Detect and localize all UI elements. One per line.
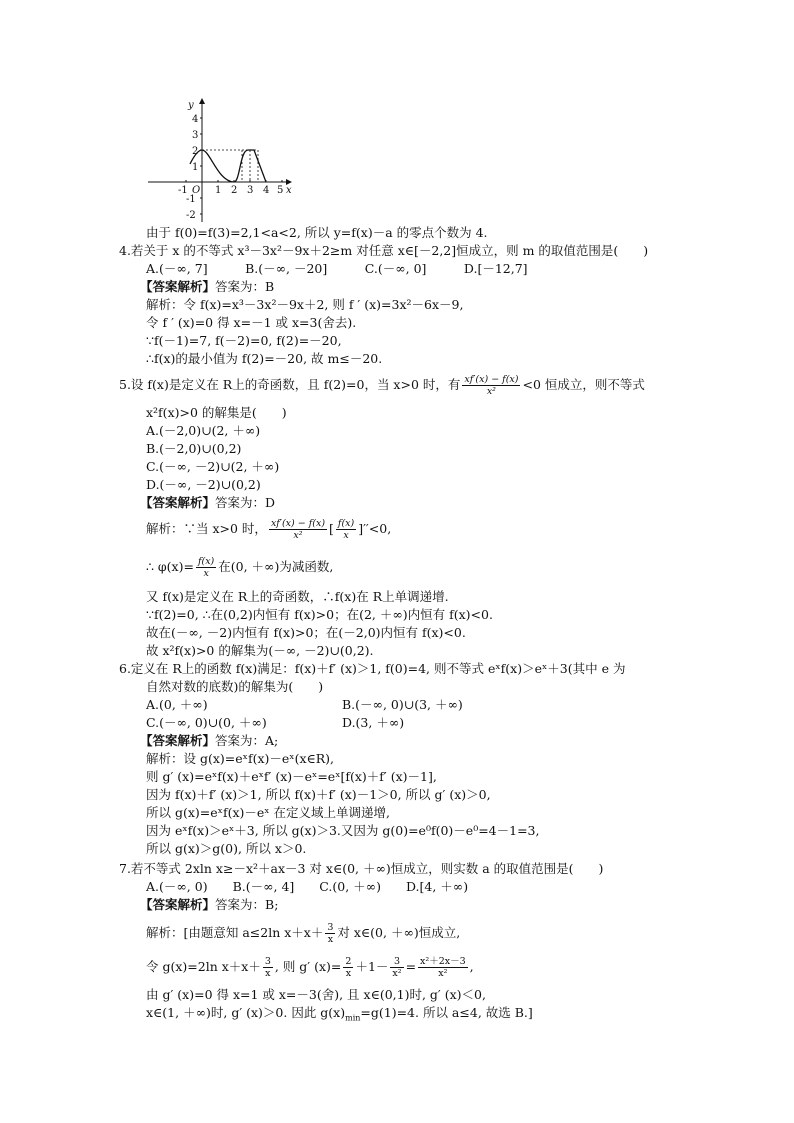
numerator: f(x) (197, 556, 215, 567)
text: =g(1)=4. 所以 a≤4, 故选 B.] (360, 1005, 533, 1020)
answer-label: 【答案解析】 (140, 897, 216, 912)
question-5 (119, 374, 645, 397)
text: 解析：[由题意知 a≤2ln x＋x＋ (146, 925, 324, 940)
option-c: C.(－∞, －2)∪(2, ＋∞) (146, 459, 280, 474)
fraction (343, 956, 353, 979)
text: , (469, 959, 474, 974)
text-line: 由于 f(0)=f(3)=2,1<a<2, 所以 y=f(x)－a 的零点个数为 4. (146, 225, 488, 240)
fraction (390, 956, 403, 979)
solution-line: ∵f(2)=0, ∴在(0,2)内恒有 f(x)>0；在(2, ＋∞)内恒有 f(x)<0. (146, 607, 493, 622)
x-tick-label-1: 1 (215, 185, 222, 196)
text: ＋1－ (355, 959, 389, 974)
fraction (418, 956, 468, 979)
fraction (269, 518, 327, 541)
solution-line: 则 g′ (x)=eˣf(x)＋eˣf′ (x)－eˣ=eˣ[f(x)＋f′ (x)－1], (146, 769, 437, 784)
solution-line: 因为 eˣf(x)＞eˣ＋3, 所以 g(x)＞3.又因为 g(0)=e⁰f(0)－e⁰=4－1=3, (146, 823, 540, 838)
answer-label: 【答案解析】 (140, 495, 216, 510)
numerator: 3 (327, 922, 334, 933)
text: 令 g(x)=2ln x＋x＋ (146, 959, 261, 974)
y-axis-arrow (199, 98, 205, 104)
x-axis-label: x (286, 185, 292, 196)
y-tick-label-1: 1 (192, 162, 199, 173)
fraction (325, 922, 335, 945)
solution-line: 令 f ′ (x)=0 得 x=－1 或 x=3(舍去). (146, 315, 357, 330)
option-c: C.(－∞, 0)∪(0, ＋∞) (146, 715, 267, 730)
y-tick-label-2: 2 (192, 146, 199, 157)
question-4: 4.若关于 x 的不等式 x³－3x²－9x＋2≥m 对任意 x∈[－2,2]恒成立，则 m 的取值范围是( ) (119, 243, 649, 258)
solution-line: 因为 f(x)＋f′ (x)＞1, 所以 f(x)＋f′ (x)－1＞0, 所以 g′ (x)＞0, (146, 787, 491, 802)
subscript: min (345, 1013, 361, 1023)
option-a: A.(－2,0)∪(2, ＋∞) (146, 423, 261, 438)
text: , 则 g′ (x)= (274, 959, 342, 974)
numerator: x²＋2x－3 (420, 956, 466, 967)
solution-line: 解析：令 f(x)=x³－3x²－9x＋2, 则 f ′ (x)=3x²－6x－9, (146, 297, 464, 312)
text: = (405, 959, 417, 974)
answer-text: 答案为：A; (215, 733, 279, 748)
fraction (196, 556, 216, 579)
solution-line: 解析：设 g(x)=eˣf(x)－eˣ(x∈R), (146, 751, 335, 766)
fraction (263, 956, 273, 979)
x-tick-label-5: 5 (277, 185, 284, 196)
denominator: x² (392, 968, 402, 979)
question-7-options: A.(－∞, 0) B.(－∞, 4] C.(0, ＋∞) D.[4, ＋∞) (146, 879, 469, 894)
answer-text: 答案为：B; (215, 897, 279, 912)
solution-line: 所以 g(x)=eˣf(x)－eˣ 在定义域上单调递增, (146, 805, 391, 820)
option-a: A.(0, ＋∞) (146, 697, 208, 712)
solution-line: 所以 g(x)＞g(0), 所以 x＞0. (146, 841, 307, 856)
question-6-answer (140, 732, 278, 750)
option-d: D.(3, ＋∞) (342, 715, 405, 730)
text: [ (329, 521, 334, 536)
answer-text: 答案为：D (215, 495, 276, 510)
denominator: x (343, 530, 349, 541)
solution-line: ∵f(－1)=7, f(－2)=0, f(2)=－20, (146, 333, 342, 348)
option-b: B.(－∞, 0)∪(3, ＋∞) (342, 697, 463, 712)
solution-line: 由 g′ (x)=0 得 x=1 或 x=－3(舍), 且 x∈(0,1)时, g′ (x)＜0, (146, 987, 486, 1002)
question-7: 7.若不等式 2xln x≥－x²＋ax－3 对 x∈(0, ＋∞)恒成立，则实数 a 的取值范围是( ) (119, 861, 604, 876)
numerator: 3 (390, 956, 403, 968)
question-5-line2: x²f(x)>0 的解集是( ) (146, 405, 287, 420)
text: 在(0, ＋∞)为减函数, (218, 559, 334, 574)
text: 解析：∵当 x>0 时， (146, 521, 267, 536)
function-graph (140, 96, 300, 228)
numerator: 3 (264, 956, 271, 967)
x-tick-label-3: 3 (247, 185, 254, 196)
question-4-answer (140, 278, 274, 296)
answer-label: 【答案解析】 (140, 279, 216, 294)
text: ∴ φ(x)= (146, 559, 194, 574)
numerator: xf′(x) − f(x) (464, 374, 519, 385)
solution-line (146, 1004, 533, 1028)
denominator: x (327, 934, 334, 945)
denominator: x (345, 968, 352, 979)
text: 对 x∈(0, ＋∞)恒成立, (337, 925, 461, 940)
y-tick-label-neg2: -2 (186, 210, 196, 221)
question-5-answer (140, 494, 275, 512)
solution-line: 故在(－∞, －2)内恒有 f(x)>0；在(－2,0)内恒有 f(x)<0. (146, 625, 466, 640)
y-axis-label: y (188, 100, 194, 111)
question-7-answer (140, 896, 278, 914)
option-b: B.(－2,0)∪(0,2) (146, 441, 242, 456)
x-tick-label-2: 2 (231, 185, 238, 196)
y-tick-label-3: 3 (192, 130, 199, 141)
answer-label: 【答案解析】 (140, 733, 216, 748)
question-text: 5.设 f(x)是定义在 R上的奇函数，且 f(2)=0，当 x>0 时，有 (119, 377, 461, 392)
solution-line (146, 922, 460, 945)
option-d: D.(－∞, －2)∪(0,2) (146, 477, 261, 492)
solution-line (146, 556, 333, 579)
numerator: 2 (345, 956, 352, 967)
x-tick-label-4: 4 (263, 185, 270, 196)
question-4-options: A.(－∞, 7] B.(－∞, －20] C.(－∞, 0] D.[－12,7] (146, 261, 528, 276)
question-6-line2: 自然对数的底数)的解集为( ) (146, 679, 324, 694)
y-tick-label-4: 4 (192, 114, 199, 125)
denominator: x (203, 568, 209, 579)
fraction (336, 518, 356, 541)
denominator: x² (486, 386, 496, 397)
question-text: <0 恒成立，则不等式 (522, 377, 645, 392)
denominator: x (265, 968, 271, 979)
text: x∈(1, ＋∞)时, g′ (x)＞0. 因此 g(x) (146, 1005, 346, 1020)
question-6: 6.定义在 R上的函数 f(x)满足：f(x)＋f′ (x)＞1, f(0)=4, 则不等式 eˣf(x)＞eˣ＋3(其中 e 为 (119, 661, 626, 676)
solution-line: 又 f(x)是定义在 R上的奇函数，∴f(x)在 R上单调递增. (146, 589, 449, 604)
dashed-guides (202, 150, 258, 182)
numerator: f(x) (337, 518, 355, 529)
x-tick-label-neg1: -1 (178, 185, 188, 196)
denominator: x² (438, 968, 448, 979)
solution-line (146, 956, 474, 979)
solution-line: ∴f(x)的最小值为 f(2)=－20, 故 m≤－20. (146, 351, 383, 366)
solution-line (146, 518, 391, 541)
fraction (462, 374, 520, 397)
answer-text: 答案为：B (215, 279, 275, 294)
text: ]′′<0, (358, 521, 392, 536)
origin-label: O (192, 185, 201, 196)
denominator: x² (293, 530, 303, 541)
y-tick-label-neg1: -1 (186, 194, 196, 205)
solution-line: 故 x²f(x)>0 的解集为(－∞, －2)∪(0,2). (146, 643, 374, 658)
numerator: xf′(x) − f(x) (270, 518, 326, 529)
